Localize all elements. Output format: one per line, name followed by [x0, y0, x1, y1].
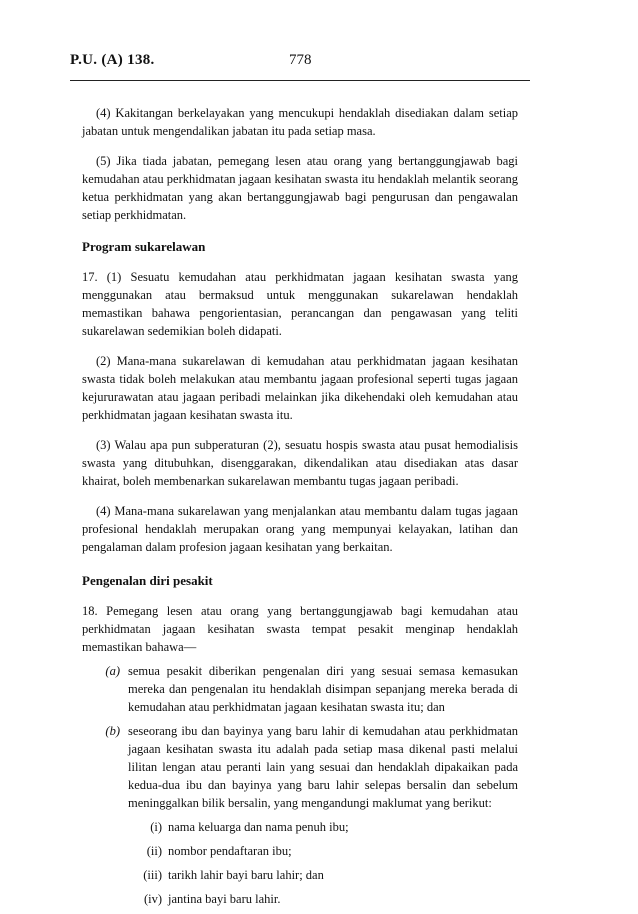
sub-item-text: jantina bayi baru lahir. — [168, 892, 281, 906]
item-label: (b) — [105, 724, 120, 738]
sub-item-label: (ii) — [146, 844, 162, 858]
list-item-a — [82, 662, 518, 716]
sub-item-text: nombor pendaftaran ibu; — [168, 844, 292, 858]
header-divider — [70, 80, 530, 81]
section-17-3: (3) Walau apa pun subperaturan (2), sesuatu hospis swasta atau pusat hemodialisis swasta yang ditubuhkan, disenggarakan, dikendalikan atau disediakan atas dasar khairat, boleh membenarkan sukarelawan membantu tugas jagaan peribadi. — [82, 438, 518, 488]
sub-item-text: tarikh lahir bayi baru lahir; dan — [168, 868, 324, 882]
sub-item-text: nama keluarga dan nama penuh ibu; — [168, 820, 349, 834]
sub-item-label: (iv) — [143, 892, 162, 906]
section-17-heading: Program sukarelawan — [82, 239, 206, 254]
section-17-2: (2) Mana-mana sukarelawan di kemudahan atau perkhidmatan jagaan kesihatan swasta tidak boleh melakukan atau membantu jagaan profesional seperti tugas jagaan kejururawatan atau jagaan peribadi melainkan jika dikehendaki oleh kemudahan atau perkhidmatan jagaan kesihatan swasta itu. — [82, 354, 518, 422]
page-number: 778 — [289, 52, 312, 68]
sub-item-ii — [138, 842, 518, 860]
section-18-heading: Pengenalan diri pesakit — [82, 573, 213, 588]
sub-item-label: (i) — [150, 820, 162, 834]
document-body — [82, 104, 518, 914]
section-17-1: 17. (1) Sesuatu kemudahan atau perkhidmatan jagaan kesihatan swasta yang menggunakan atau bermaksud untuk menggunakan sukarelawan hendaklah memastikan bahawa pengorientasian, perancangan dan pengawasan yang teliti sukarelawan sedemikian boleh didapati. — [82, 270, 518, 338]
item-text: semua pesakit diberikan pengenalan diri yang sesuai semasa kemasukan mereka dan pengenalan itu hendaklah disimpan sepanjang mereka berada di kemudahan atau perkhidmatan jagaan kesihatan swasta itu; dan — [128, 664, 518, 714]
sub-item-iv — [138, 890, 518, 908]
sub-item-i — [138, 818, 518, 836]
sub-item-label: (iii) — [143, 868, 162, 882]
section-18-intro: 18. Pemegang lesen atau orang yang bertanggungjawab bagi kemudahan atau perkhidmatan jagaan kesihatan swasta tempat pesakit menginap hendaklah memastikan bahawa— — [82, 604, 518, 654]
item-label: (a) — [105, 664, 120, 678]
paragraph-4: (4) Kakitangan berkelayakan yang mencukupi hendaklah disediakan dalam setiap jabatan untuk mengendalikan jabatan itu pada setiap masa. — [82, 106, 518, 138]
item-text: seseorang ibu dan bayinya yang baru lahir di kemudahan atau perkhidmatan jagaan kesihatan swasta itu adalah pada setiap masa dikenal pasti melalui lilitan lengan atau peranti lain yang sesuai dan hendaklah dipakaikan pada kedua-dua ibu dan bayinya yang baru lahir selepas bersalin dan sebelum meninggalkan bilik bersalin, yang mengandungi maklumat yang berikut: — [128, 724, 518, 810]
page-header — [70, 52, 530, 74]
gazette-reference: P.U. (A) 138. — [70, 52, 155, 68]
paragraph-5: (5) Jika tiada jabatan, pemegang lesen atau orang yang bertanggungjawab bagi kemudahan atau perkhidmatan jagaan kesihatan swasta itu hendaklah melantik seorang ketua perkhidmatan yang akan bertanggungjawab bagi pengurusan dan pengawalan setiap perkhidmatan. — [82, 154, 518, 222]
section-17-4: (4) Mana-mana sukarelawan yang menjalankan atau membantu dalam tugas jagaan profesional hendaklah merupakan orang yang mempunyai kelayakan, latihan dan pengalaman dalam profesion jagaan kesihatan yang berkaitan. — [82, 504, 518, 554]
list-item-b — [82, 722, 518, 812]
sub-item-iii — [138, 866, 518, 884]
